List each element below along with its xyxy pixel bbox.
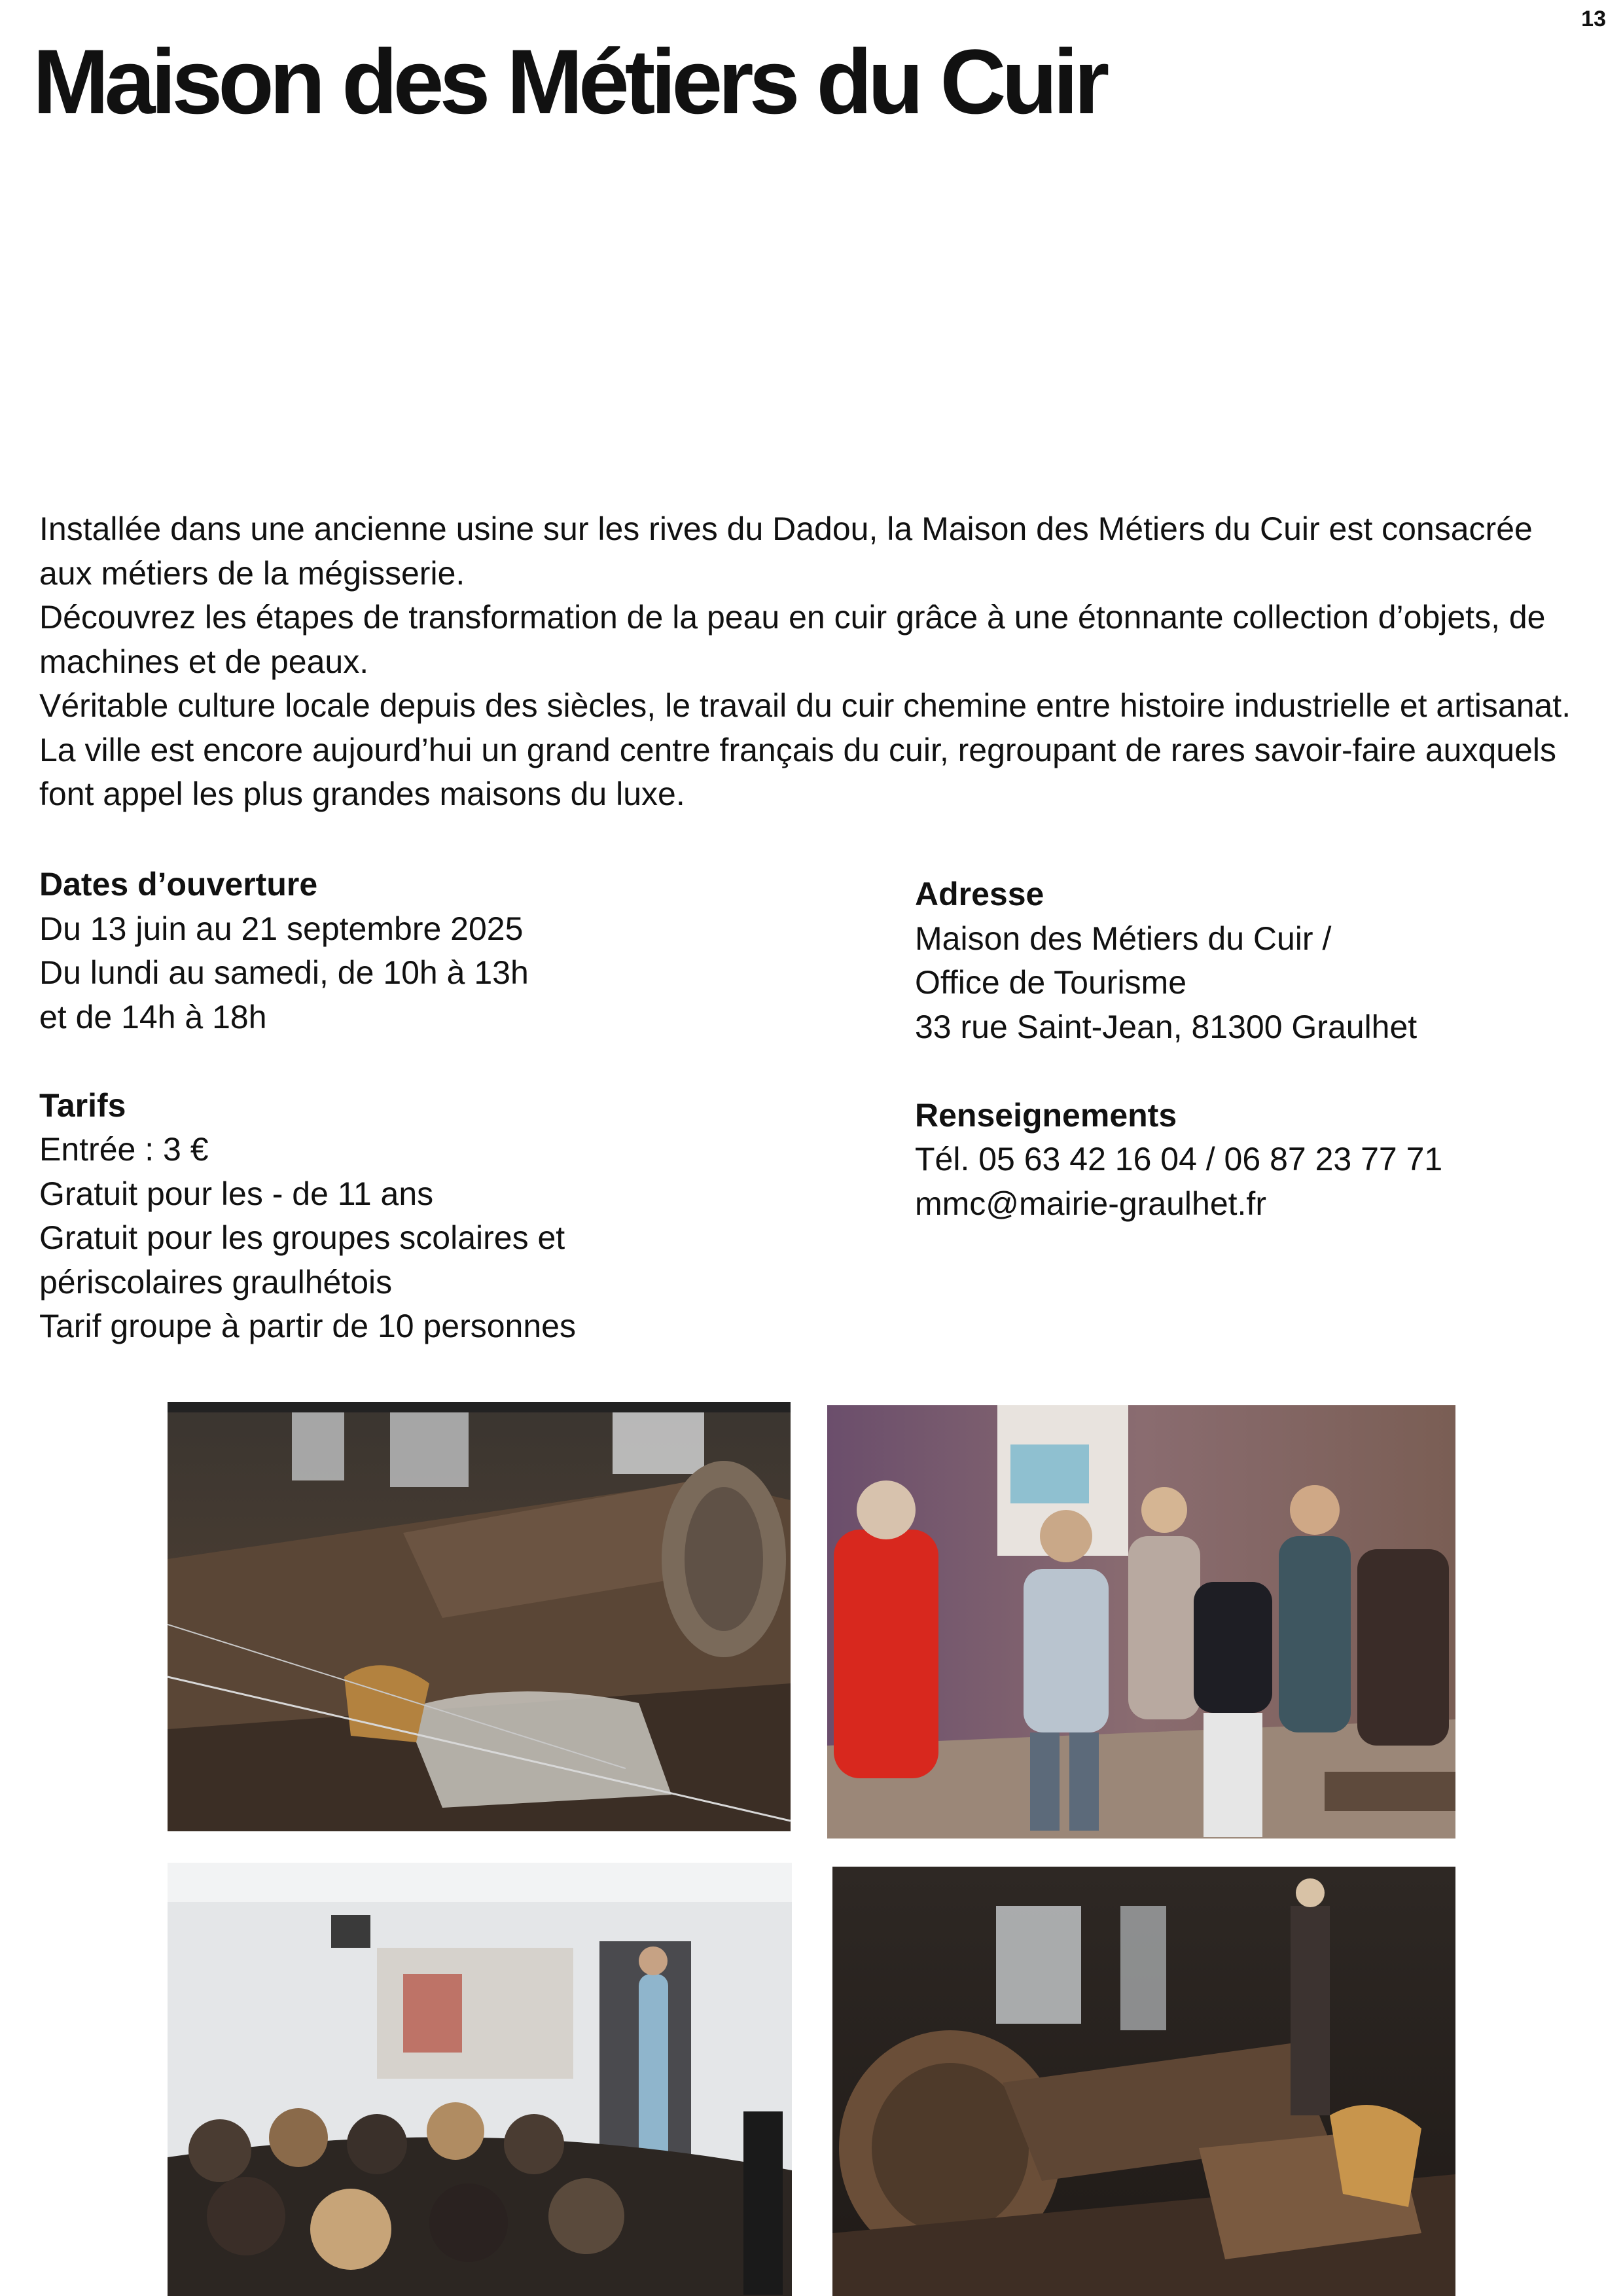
photo-screening-room: [168, 1863, 792, 2296]
page-title: Maison des Métiers du Cuir: [33, 30, 1105, 133]
page-number: 13: [1581, 7, 1606, 31]
address-block: [915, 872, 1602, 1049]
email-line: mmc@mairie-graulhet.fr: [915, 1185, 1266, 1222]
opening-dates-heading: Dates d’ouverture: [39, 866, 318, 903]
phone-line: Tél. 05 63 42 16 04 / 06 87 23 77 71: [915, 1141, 1443, 1177]
opening-dates-line: Du lundi au samedi, de 10h à 13h: [39, 954, 529, 991]
info-column-right: [915, 872, 1602, 1270]
photo-tannery-vat: [832, 1867, 1455, 2296]
intro-text: [39, 507, 1590, 817]
photo-guided-tour: [827, 1405, 1455, 1839]
price-line: Tarif groupe à partir de 10 personnes: [39, 1308, 576, 1344]
opening-dates-block: [39, 863, 857, 1039]
address-line: 33 rue Saint-Jean, 81300 Graulhet: [915, 1008, 1418, 1045]
address-line: Maison des Métiers du Cuir /: [915, 920, 1332, 957]
prices-heading: Tarifs: [39, 1086, 126, 1124]
address-line: Office de Tourisme: [915, 964, 1187, 1001]
opening-dates-line: et de 14h à 18h: [39, 998, 267, 1035]
opening-dates-line: Du 13 juin au 21 septembre 2025: [39, 910, 524, 947]
prices-block: [39, 1084, 857, 1349]
price-line: Gratuit pour les groupes scolaires et: [39, 1219, 565, 1256]
price-line: Gratuit pour les - de 11 ans: [39, 1175, 434, 1212]
intro-paragraph: Véritable culture locale depuis des siècles, le travail du cuir chemine entre histoire industrielle et artisanat. La ville est encore aujourd’hui un grand centre français du cuir, regroupant de rares savoir-faire auxquels font appel les plus grandes maisons du luxe.: [39, 687, 1571, 812]
price-line: périscolaires graulhétois: [39, 1263, 393, 1300]
photo-tannery-drums: [168, 1402, 791, 1831]
intro-paragraph: Installée dans une ancienne usine sur les rives du Dadou, la Maison des Métiers du Cuir est consacrée aux métiers de la mégisserie.: [39, 511, 1533, 592]
address-heading: Adresse: [915, 876, 1044, 912]
contact-heading: Renseignements: [915, 1096, 1177, 1134]
intro-paragraph: Découvrez les étapes de transformation de la peau en cuir grâce à une étonnante collection d’objets, de machines et de peaux.: [39, 599, 1546, 680]
price-line: Entrée : 3 €: [39, 1131, 209, 1168]
contact-block: [915, 1094, 1602, 1227]
info-column-left: [39, 863, 857, 1393]
